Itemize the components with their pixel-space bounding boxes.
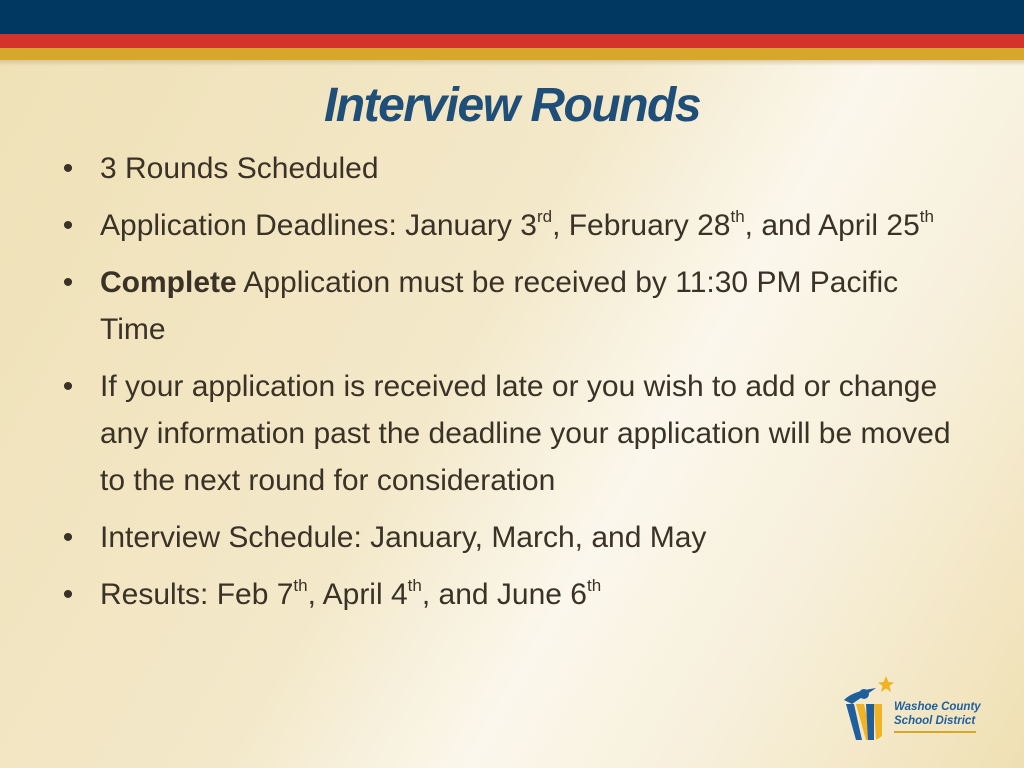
washoe-county-school-district-logo-icon (842, 674, 894, 746)
ordinal-suffix: th (919, 207, 934, 226)
header-band-navy (0, 0, 1024, 34)
logo-wordmark (894, 700, 981, 734)
bullet-bold-word: Complete (100, 266, 237, 299)
ordinal-suffix: th (587, 576, 602, 595)
bullet-dot: • (62, 266, 74, 299)
ordinal-suffix: th (293, 576, 308, 595)
bullet-text-part: , and April 25 (744, 209, 920, 242)
header-band-red (0, 34, 1024, 48)
bullet-text: If your application is received late or you wish to add or change any information past the deadline your application will be moved to the next round for consideration (100, 370, 951, 497)
bullet-text: Interview Schedule: January, March, and May (100, 521, 707, 554)
slide-title: Interview Rounds (323, 79, 701, 132)
bullet-text: 3 Rounds Scheduled (100, 152, 379, 185)
bullet-dot: • (62, 209, 74, 242)
logo-line-1: Washoe County (894, 701, 981, 713)
bullet-dot: • (62, 578, 74, 611)
bullet-text-part: Application Deadlines: January 3 (100, 209, 537, 242)
bullet-text-part: , and June 6 (421, 578, 587, 611)
header-band-shadow (0, 60, 1024, 66)
bullet-complete-application (58, 259, 958, 353)
header-band-gold (0, 48, 1024, 60)
bullet-dot: • (62, 152, 74, 185)
washoe-county-school-district-logo (842, 674, 981, 746)
bullet-text-part: Results: Feb 7 (100, 578, 294, 611)
bullet-list (58, 145, 958, 628)
ordinal-suffix: th (730, 207, 745, 226)
bullet-text: Application must be received by 11:30 PM Pacific Time (100, 266, 899, 346)
bullet-rounds-scheduled (58, 145, 958, 192)
bullet-text-part: , February 28 (552, 209, 731, 242)
bullet-text-part: , April 4 (307, 578, 408, 611)
bullet-dot: • (62, 521, 74, 554)
ordinal-suffix: th (407, 576, 422, 595)
bullet-application-deadlines (58, 202, 958, 249)
bullet-interview-schedule (58, 514, 958, 561)
logo-line-2: School District (894, 715, 976, 727)
logo-underline (894, 731, 976, 733)
bullet-late-application (58, 363, 958, 504)
ordinal-suffix: rd (536, 207, 553, 226)
bullet-results (58, 571, 958, 618)
bullet-dot: • (62, 370, 74, 403)
